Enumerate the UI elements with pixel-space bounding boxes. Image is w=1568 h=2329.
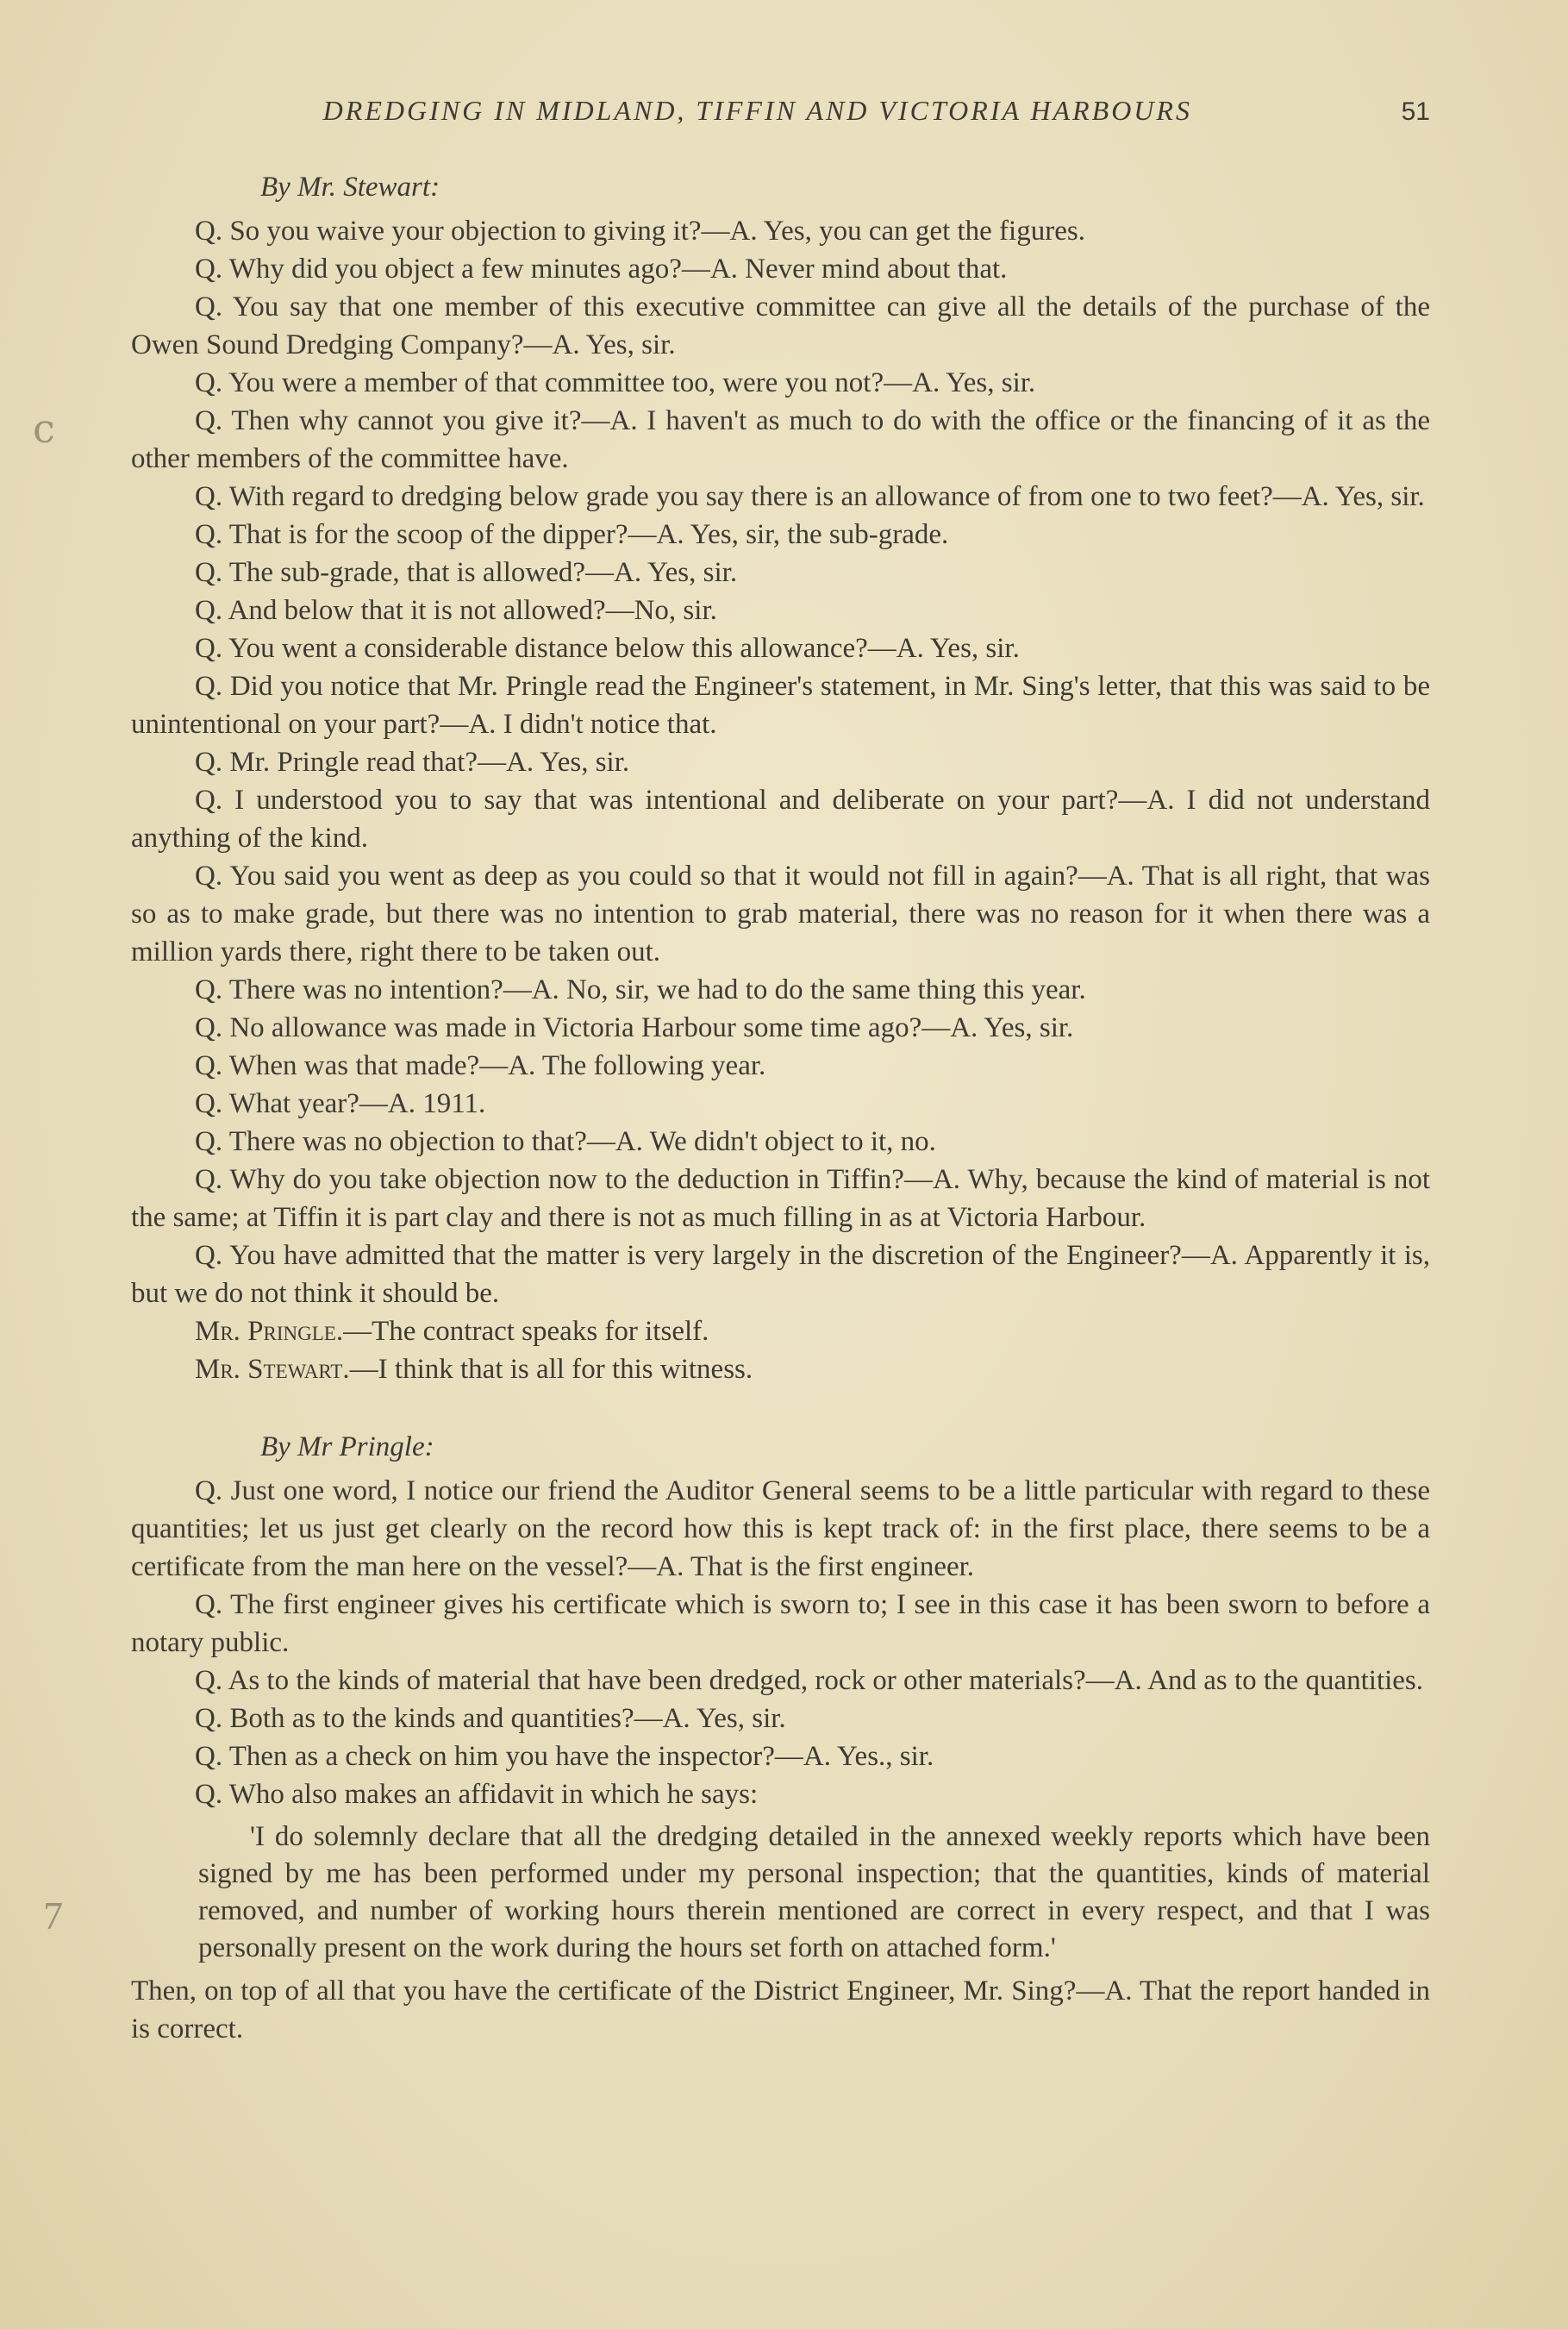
margin-pencil-mark: ⅽ [33,407,55,451]
qa-paragraph: Q. The sub-grade, that is allowed?—A. Yes, sir. [195,557,738,588]
qa-paragraph: Q. No allowance was made in Victoria Harbour some time ago?—A. Yes, sir. [195,1012,1074,1043]
qa-paragraph: Q. Then as a check on him you have the inspector?—A. Yes., sir. [195,1741,934,1772]
section-heading-pringle: By Mr Pringle: [260,1431,434,1462]
qa-paragraph: Q. You say that one member of this executive committee can give all the details of the purchase of the Owen Sound Dredging Company?—A. Yes, sir. [131,291,1430,360]
running-header [131,95,1430,127]
closing-paragraph: Then, on top of all that you have the certificate of the District Engineer, Mr. Sing?—A. That the report handed in is correct. [131,1975,1430,2044]
speaker-remark [131,1312,1430,1350]
qa-paragraph: Q. When was that made?—A. The following year. [195,1050,766,1081]
section-pringle-body [131,1472,1430,2048]
qa-paragraph: Q. So you waive your objection to giving it?—A. Yes, you can get the figures. [195,216,1085,247]
speaker-name: Mr. Stewart. [195,1354,350,1385]
speaker-remark [131,1350,1430,1388]
qa-paragraph: Q. You were a member of that committee too, were you not?—A. Yes, sir. [195,367,1036,398]
qa-paragraph: Q. Did you notice that Mr. Pringle read the Engineer's statement, in Mr. Sing's letter, that this was said to be unintentional on your part?—A. I didn't notice that. [131,671,1430,740]
qa-paragraph: Q. That is for the scoop of the dipper?—A. Yes, sir, the sub-grade. [195,519,949,550]
qa-paragraph: Q. There was no intention?—A. No, sir, we had to do the same thing this year. [195,974,1086,1005]
qa-paragraph: Q. You went a considerable distance below this allowance?—A. Yes, sir. [195,633,1020,664]
qa-paragraph: Q. Mr. Pringle read that?—A. Yes, sir. [195,747,630,778]
qa-paragraph: Q. Just one word, I notice our friend the Auditor General seems to be a little particular with regard to these quantities; let us just get clearly on the record how this is kept track of: in the first place, there seems to be a certificate from the man here on the vessel?—A. That is the first engineer. [131,1475,1430,1582]
qa-paragraph: Q. I understood you to say that was intentional and deliberate on your part?—A. I did not understand anything of the kind. [131,785,1430,854]
section-stewart-body [131,212,1430,1388]
affidavit-quote: 'I do solemnly declare that all the dredging detailed in the annexed weekly reports which have been signed by me has been performed under my personal inspection; that the quantities, kinds of material removed, and number of working hours therein mentioned are correct in every respect, and that I was personally present on the work during the hours set forth on attached form.' [198,1821,1430,1963]
margin-pencil-mark: 7 [43,1894,63,1938]
qa-paragraph: Q. Then why cannot you give it?—A. I haven't as much to do with the office or the financing of it as the other members of the committee have. [131,405,1430,474]
qa-paragraph: Q. Who also makes an affidavit in which he says: [195,1779,759,1810]
section-gap [131,1388,1430,1426]
speaker-text: —I think that is all for this witness. [349,1354,753,1385]
qa-paragraph: Q. You said you went as deep as you could so that it would not fill in again?—A. That is all right, that was so as to make grade, but there was no intention to grab material, there was no reason for it when there was a million yards there, right there to be taken out. [131,861,1430,967]
qa-paragraph: Q. What year?—A. 1911. [195,1088,486,1119]
speaker-text: —The contract speaks for itself. [343,1316,709,1347]
qa-paragraph: Q. As to the kinds of material that have been dredged, rock or other materials?—A. And as to the quantities. [195,1665,1424,1696]
qa-paragraph: Q. Why did you object a few minutes ago?—A. Never mind about that. [195,254,1008,285]
qa-paragraph: Q. And below that it is not allowed?—No, sir. [195,595,717,626]
qa-paragraph: Q. You have admitted that the matter is very largely in the discretion of the Engineer?—A. Apparently it is, but we do not think it should be. [131,1240,1430,1309]
qa-paragraph: Q. Why do you take objection now to the deduction in Tiffin?—A. Why, because the kind of material is not the same; at Tiffin it is part clay and there is not as much filling in as at Victoria Harbour. [131,1164,1430,1233]
page-number: 51 [1401,97,1430,126]
speaker-name: Mr. Pringle. [195,1316,344,1347]
qa-paragraph: Q. There was no objection to that?—A. We didn't object to it, no. [195,1126,936,1157]
qa-paragraph: Q. The first engineer gives his certificate which is sworn to; I see in this case it has been sworn to before a notary public. [131,1589,1430,1658]
running-title: DREDGING IN MIDLAND, TIFFIN AND VICTORIA HARBOURS [322,95,1192,126]
section-heading-stewart: By Mr. Stewart: [260,172,440,203]
qa-paragraph: Q. Both as to the kinds and quantities?—A. Yes, sir. [195,1703,786,1734]
qa-paragraph: Q. With regard to dredging below grade you say there is an allowance of from one to two feet?—A. Yes, sir. [195,481,1425,512]
